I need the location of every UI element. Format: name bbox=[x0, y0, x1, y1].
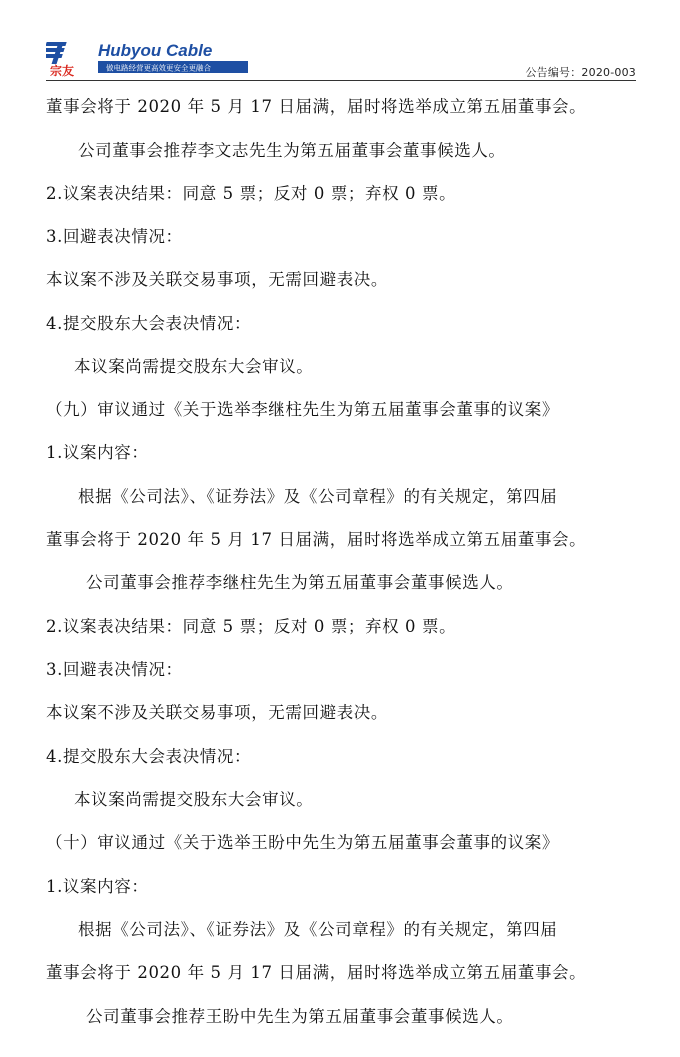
company-logo bbox=[46, 38, 286, 78]
logo-cn-text: 宗友 bbox=[50, 64, 75, 78]
paragraph: 3.回避表决情况： bbox=[46, 660, 183, 679]
section-heading: （九）审议通过《关于选举李继柱先生为第五届董事会董事的议案》 bbox=[46, 400, 559, 419]
paragraph: 4.提交股东大会表决情况： bbox=[46, 747, 252, 766]
paragraph: 1.议案内容： bbox=[46, 443, 149, 462]
section-heading: （十）审议通过《关于选举王盼中先生为第五届董事会董事的议案》 bbox=[46, 833, 559, 852]
paragraph: 本议案不涉及关联交易事项，无需回避表决。 bbox=[46, 703, 388, 722]
paragraph: 4.提交股东大会表决情况： bbox=[46, 314, 252, 333]
paragraph: 本议案尚需提交股东大会审议。 bbox=[74, 790, 314, 809]
paragraph: 公司董事会推荐李文志先生为第五届董事会董事候选人。 bbox=[78, 141, 506, 160]
paragraph: 3.回避表决情况： bbox=[46, 227, 183, 246]
paragraph: 根据《公司法》、《证券法》及《公司章程》的有关规定，第四届 bbox=[78, 487, 558, 506]
logo-en-text: Hubyou Cable bbox=[98, 41, 213, 60]
paragraph: 公司董事会推荐李继柱先生为第五届董事会董事候选人。 bbox=[86, 573, 514, 592]
paragraph: 1.议案内容： bbox=[46, 877, 149, 896]
paragraph: 根据《公司法》、《证券法》及《公司章程》的有关规定，第四届 bbox=[78, 920, 558, 939]
paragraph: 2.议案表决结果：同意 5 票；反对 0 票；弃权 0 票。 bbox=[46, 617, 457, 636]
paragraph: 董事会将于 2020 年 5 月 17 日届满，届时将选举成立第五届董事会。 bbox=[46, 97, 587, 116]
logo-slogan-text: 做电路经营更高效更安全更融合 bbox=[106, 63, 211, 73]
paragraph: 董事会将于 2020 年 5 月 17 日届满，届时将选举成立第五届董事会。 bbox=[46, 963, 587, 982]
paragraph: 公司董事会推荐王盼中先生为第五届董事会董事候选人。 bbox=[86, 1007, 514, 1026]
logo-mark-icon bbox=[46, 42, 67, 64]
paragraph: 2.议案表决结果：同意 5 票；反对 0 票；弃权 0 票。 bbox=[46, 184, 457, 203]
header-divider bbox=[46, 80, 636, 81]
announcement-number: 公告编号：2020-003 bbox=[525, 66, 636, 79]
paragraph: 本议案不涉及关联交易事项，无需回避表决。 bbox=[46, 270, 388, 289]
paragraph: 本议案尚需提交股东大会审议。 bbox=[74, 357, 314, 376]
page-header bbox=[46, 38, 636, 78]
paragraph: 董事会将于 2020 年 5 月 17 日届满，届时将选举成立第五届董事会。 bbox=[46, 530, 587, 549]
